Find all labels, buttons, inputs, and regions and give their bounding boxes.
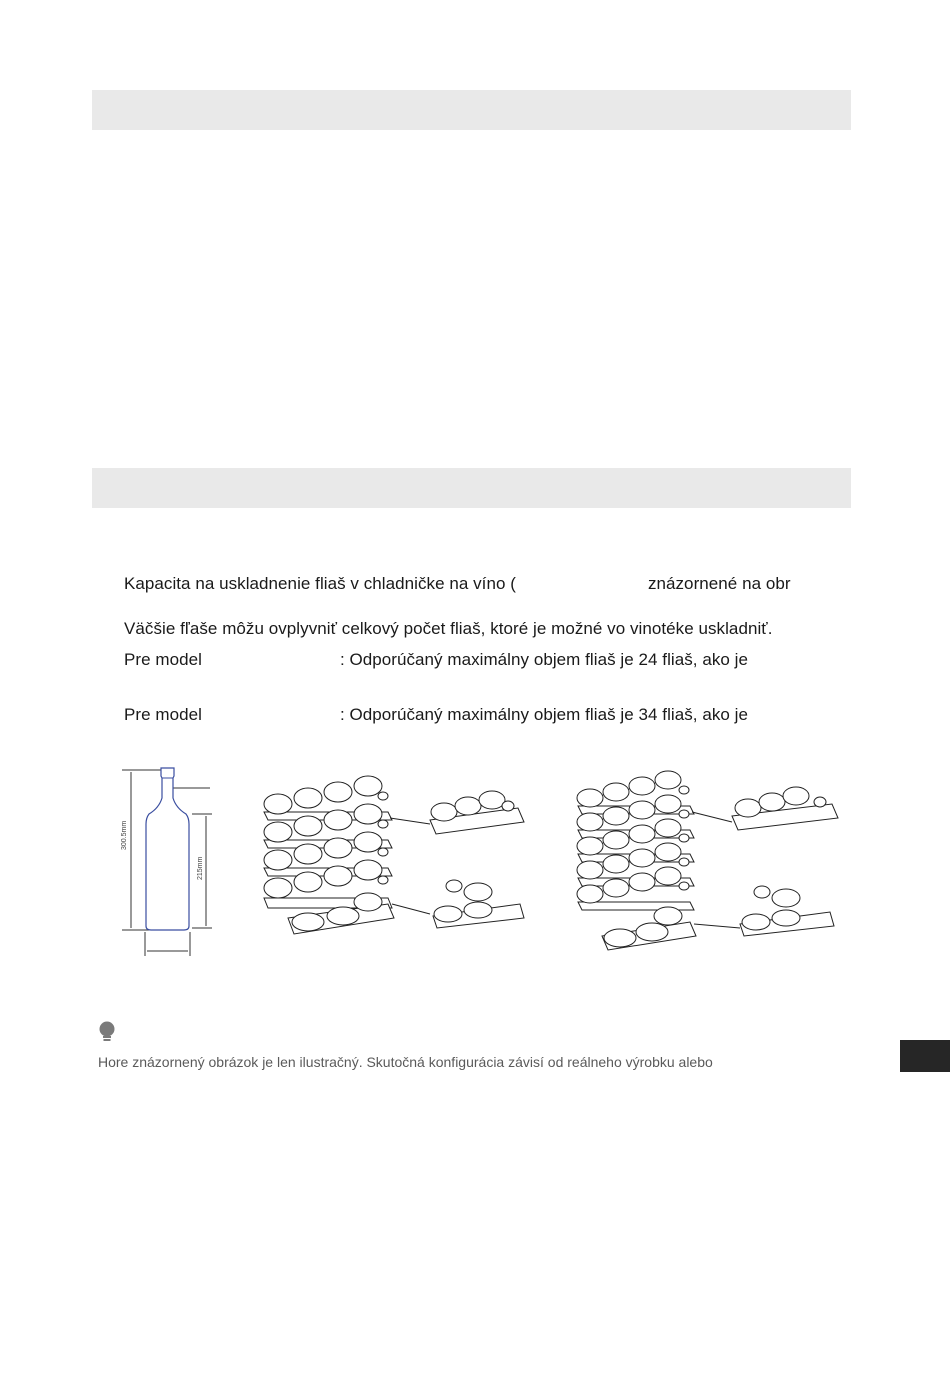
language-side-tab (900, 1040, 950, 1072)
bottle-dimension-figure (110, 760, 220, 960)
model-34-capacity (124, 705, 748, 725)
model-prefix: Pre model (124, 705, 202, 724)
model-capacity-text: : Odporúčaný maximálny objem fliaš je 34 fliaš, ako je (339, 705, 748, 724)
capacity-intro-end: znázornené na obr (647, 574, 791, 593)
capacity-intro (124, 574, 791, 594)
model-24-capacity (124, 650, 748, 670)
rack-illustration-34 (572, 760, 844, 960)
section-header-band (92, 90, 851, 130)
section-header-band (92, 468, 851, 508)
total-height-label: 300.5mm (121, 820, 128, 850)
illustration-disclaimer: Hore znázornený obrázok je len ilustračný. Skutočná konfigurácia závisí od reálneho výrobku alebo (98, 1054, 713, 1070)
lightbulb-icon (98, 1021, 116, 1043)
rack-illustration-24 (258, 768, 528, 948)
capacity-intro-start: Kapacita na uskladnenie fliaš v chladničke na víno ( (124, 574, 516, 593)
large-bottle-note: Väčšie fľaše môžu ovplyvniť celkový počet fliaš, ktoré je možné vo vinotéke uskladniť. (124, 619, 773, 638)
body-height-label: 215mm (197, 856, 204, 880)
model-prefix: Pre model (124, 650, 202, 669)
model-capacity-text: : Odporúčaný maximálny objem fliaš je 24 fliaš, ako je (339, 650, 748, 669)
